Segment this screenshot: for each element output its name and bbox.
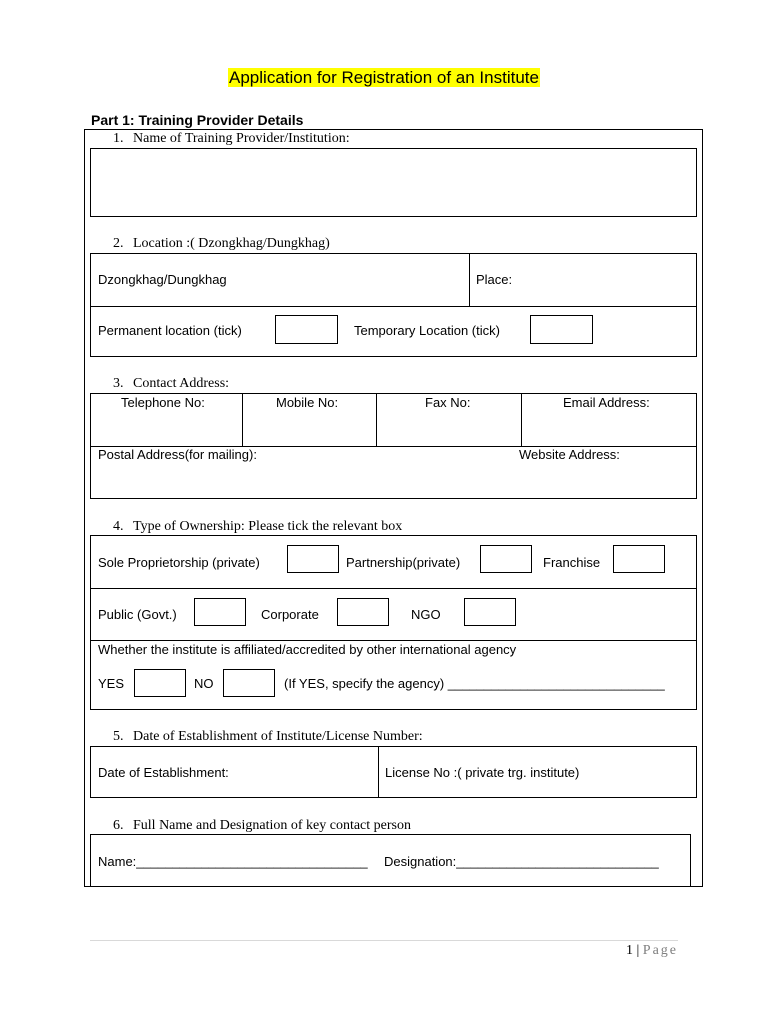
temporary-location-checkbox[interactable]: [530, 315, 593, 344]
contact-name-field[interactable]: Name:________________________________: [98, 854, 368, 869]
q6-heading: 6. Full Name and Designation of key contact person: [113, 818, 411, 833]
document-title: Application for Registration of an Institute: [229, 68, 539, 87]
permanent-location-label: Permanent location (tick): [98, 323, 242, 338]
email-label: Email Address:: [563, 395, 650, 410]
divider: [521, 393, 522, 447]
public-govt-label: Public (Govt.): [98, 607, 177, 622]
location-table: [90, 253, 697, 357]
q2-heading: 2. Location :( Dzongkhag/Dungkhag): [113, 236, 330, 251]
divider: [90, 306, 697, 307]
yes-label: YES: [98, 676, 125, 691]
divider: [90, 640, 697, 641]
corporate-checkbox[interactable]: [337, 598, 389, 626]
franchise-label: Franchise: [543, 555, 601, 570]
license-number-label: License No :( private trg. institute): [385, 765, 580, 780]
mobile-label: Mobile No:: [276, 395, 339, 410]
divider: [90, 588, 697, 589]
divider: [378, 746, 379, 798]
q4-heading: 4. Type of Ownership: Please tick the relevant box: [113, 519, 403, 534]
temporary-location-label: Temporary Location (tick): [354, 323, 500, 338]
permanent-location-checkbox[interactable]: [275, 315, 338, 344]
page-number: 1: [625, 943, 633, 958]
partnership-label: Partnership(private): [346, 555, 461, 570]
sole-proprietorship-checkbox[interactable]: [287, 545, 339, 573]
postal-address-label: Postal Address(for mailing):: [98, 447, 257, 462]
dzongkhag-label: Dzongkhag/Dungkhag: [98, 272, 227, 287]
no-checkbox[interactable]: [223, 669, 275, 697]
q5-heading: 5. Date of Establishment of Institute/License Number:: [113, 729, 423, 744]
contact-designation-field[interactable]: Designation:____________________________: [384, 854, 659, 869]
date-of-establishment-label: Date of Establishment:: [98, 765, 229, 780]
divider: [242, 393, 243, 447]
ngo-label: NGO: [411, 607, 441, 622]
divider: [469, 253, 470, 307]
sole-proprietorship-label: Sole Proprietorship (private): [98, 555, 260, 570]
yes-checkbox[interactable]: [134, 669, 186, 697]
divider: [376, 393, 377, 447]
ngo-checkbox[interactable]: [464, 598, 516, 626]
institution-name-field[interactable]: [90, 148, 697, 217]
q3-heading: 3. Contact Address:: [113, 376, 230, 391]
page-word: Page: [642, 943, 678, 958]
place-label: Place:: [476, 272, 513, 287]
corporate-label: Corporate: [261, 607, 319, 622]
footer-divider: [90, 940, 678, 941]
public-govt-checkbox[interactable]: [194, 598, 246, 626]
fax-label: Fax No:: [425, 395, 471, 410]
part-heading: Part 1: Training Provider Details: [91, 112, 304, 128]
website-label: Website Address:: [519, 447, 620, 462]
no-label: NO: [194, 676, 214, 691]
agency-specify-field[interactable]: (If YES, specify the agency) ______________________________: [284, 676, 665, 691]
partnership-checkbox[interactable]: [480, 545, 532, 573]
affiliation-question: Whether the institute is affiliated/accredited by other international agency: [98, 642, 517, 657]
page-footer: [560, 943, 678, 959]
franchise-checkbox[interactable]: [613, 545, 665, 573]
page-separator: |: [636, 943, 640, 958]
telephone-label: Telephone No:: [121, 395, 205, 410]
q1-heading: 1. Name of Training Provider/Institution:: [113, 131, 350, 146]
